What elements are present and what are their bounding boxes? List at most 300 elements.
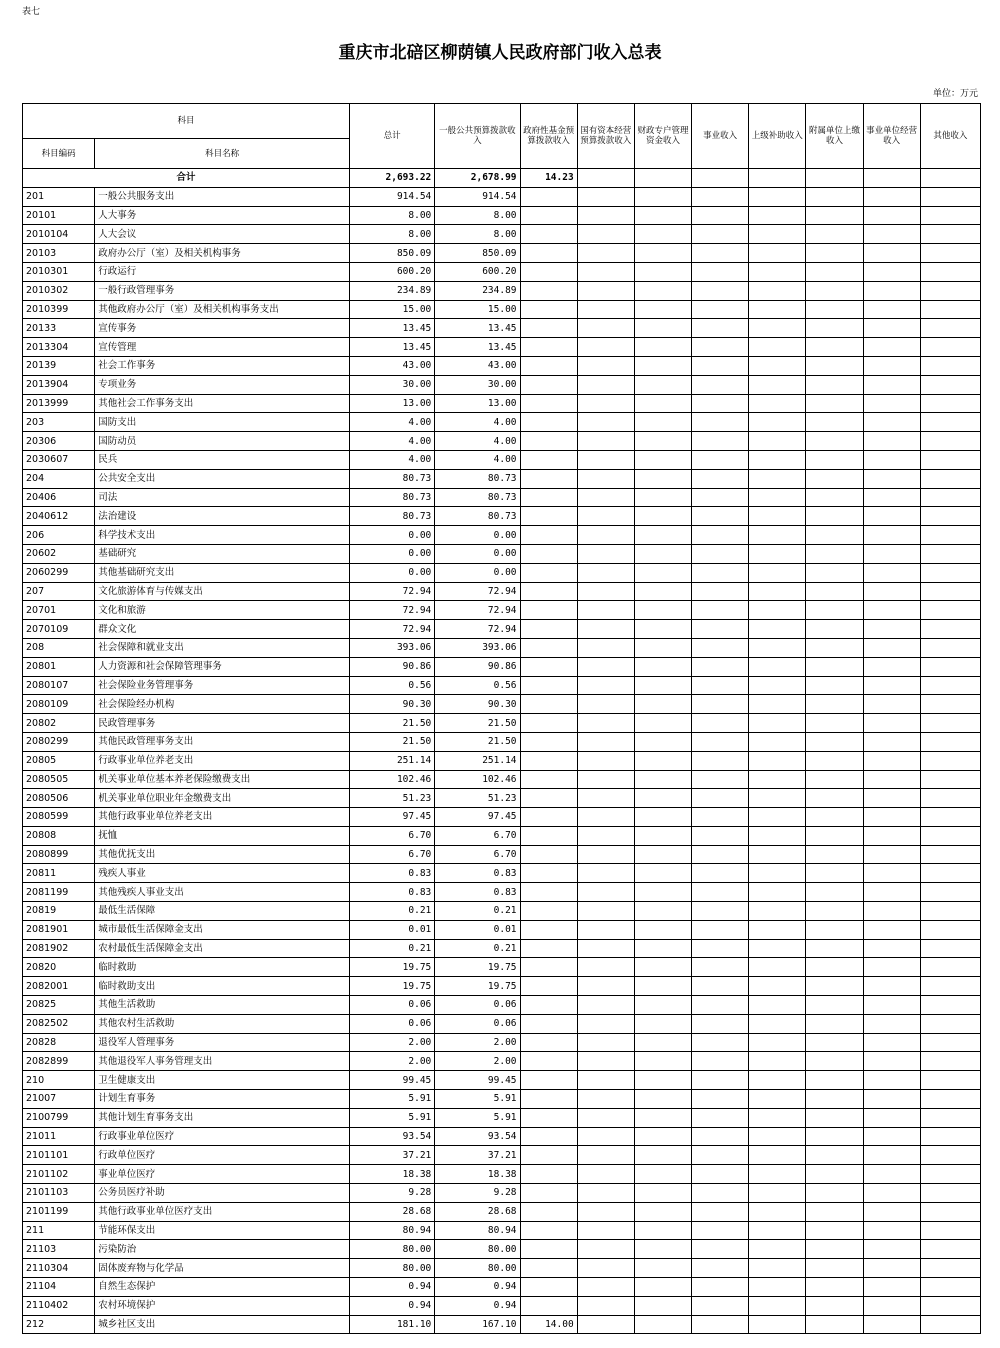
empty-cell <box>863 469 920 488</box>
general-budget-value: 30.00 <box>435 375 520 394</box>
empty-cell <box>863 714 920 733</box>
empty-cell <box>863 657 920 676</box>
empty-cell <box>577 789 634 808</box>
gov-fund-value <box>520 582 577 601</box>
empty-cell <box>863 1165 920 1184</box>
empty-cell <box>692 1127 749 1146</box>
table-row <box>23 1014 981 1033</box>
subject-code: 2100799 <box>23 1108 95 1127</box>
empty-cell <box>806 714 863 733</box>
empty-cell <box>634 845 691 864</box>
empty-cell <box>749 601 806 620</box>
subject-name: 文化旅游体育与传媒支出 <box>95 582 350 601</box>
gov-fund-value <box>520 751 577 770</box>
empty-cell <box>863 695 920 714</box>
header-subject-code: 科目编码 <box>23 139 95 169</box>
subject-code: 20825 <box>23 996 95 1015</box>
table-row <box>23 225 981 244</box>
empty-cell <box>692 751 749 770</box>
empty-cell <box>806 526 863 545</box>
empty-cell <box>920 902 980 921</box>
empty-cell <box>634 714 691 733</box>
subject-name: 科学技术支出 <box>95 526 350 545</box>
empty-cell <box>577 244 634 263</box>
empty-cell <box>806 225 863 244</box>
subject-code: 2013304 <box>23 338 95 357</box>
empty-cell <box>692 413 749 432</box>
empty-cell <box>634 1090 691 1109</box>
empty-cell <box>692 244 749 263</box>
empty-cell <box>920 638 980 657</box>
gov-fund-value <box>520 864 577 883</box>
empty-cell <box>863 751 920 770</box>
empty-cell <box>806 206 863 225</box>
empty-cell <box>577 1259 634 1278</box>
empty-cell <box>577 319 634 338</box>
empty-cell <box>920 1108 980 1127</box>
general-budget-value: 0.21 <box>435 902 520 921</box>
subject-code: 2110402 <box>23 1296 95 1315</box>
subject-name: 行政运行 <box>95 262 350 281</box>
subject-name: 其他社会工作事务支出 <box>95 394 350 413</box>
total-value: 72.94 <box>350 620 435 639</box>
empty-cell <box>692 1202 749 1221</box>
empty-cell <box>806 300 863 319</box>
total-value: 4.00 <box>350 413 435 432</box>
empty-cell <box>692 187 749 206</box>
empty-cell <box>920 958 980 977</box>
empty-cell <box>863 1278 920 1297</box>
subject-code: 20306 <box>23 432 95 451</box>
empty-cell <box>577 225 634 244</box>
total-value: 9.28 <box>350 1184 435 1203</box>
empty-cell <box>920 338 980 357</box>
gov-fund-value <box>520 488 577 507</box>
empty-cell <box>749 206 806 225</box>
subject-code: 210 <box>23 1071 95 1090</box>
general-budget-value: 72.94 <box>435 601 520 620</box>
empty-cell <box>749 1240 806 1259</box>
empty-cell <box>634 469 691 488</box>
empty-cell <box>920 695 980 714</box>
total-value: 914.54 <box>350 187 435 206</box>
subject-code: 2081901 <box>23 920 95 939</box>
empty-cell <box>749 281 806 300</box>
gov-fund-value <box>520 450 577 469</box>
general-budget-value: 0.83 <box>435 864 520 883</box>
table-row <box>23 902 981 921</box>
general-budget-value: 0.56 <box>435 676 520 695</box>
total-value: 21.50 <box>350 732 435 751</box>
general-budget-value: 99.45 <box>435 1071 520 1090</box>
empty-cell <box>863 902 920 921</box>
empty-cell <box>692 638 749 657</box>
empty-cell <box>749 187 806 206</box>
empty-cell <box>920 1202 980 1221</box>
empty-cell <box>749 300 806 319</box>
general-budget-value: 914.54 <box>435 187 520 206</box>
subject-code: 20805 <box>23 751 95 770</box>
total-value: 181.10 <box>350 1315 435 1334</box>
general-budget-value: 0.06 <box>435 996 520 1015</box>
empty-cell <box>920 732 980 751</box>
empty-cell <box>749 732 806 751</box>
empty-cell <box>749 1184 806 1203</box>
empty-cell <box>749 845 806 864</box>
empty-cell <box>692 1052 749 1071</box>
empty-cell <box>577 1090 634 1109</box>
empty-cell <box>577 1278 634 1297</box>
table-row <box>23 714 981 733</box>
gov-fund-value <box>520 808 577 827</box>
empty-cell <box>806 244 863 263</box>
empty-cell <box>920 488 980 507</box>
subject-name: 临时救助支出 <box>95 977 350 996</box>
empty-cell <box>749 582 806 601</box>
gov-fund-value <box>520 996 577 1015</box>
gov-fund-value <box>520 826 577 845</box>
empty-cell <box>692 920 749 939</box>
empty-cell <box>577 187 634 206</box>
empty-cell <box>749 488 806 507</box>
subject-name: 人大会议 <box>95 225 350 244</box>
empty-cell <box>692 1240 749 1259</box>
empty-cell <box>577 958 634 977</box>
table-row <box>23 920 981 939</box>
table-row <box>23 526 981 545</box>
total-value: 2.00 <box>350 1033 435 1052</box>
empty-cell <box>749 1278 806 1297</box>
empty-cell <box>634 1184 691 1203</box>
empty-cell <box>920 206 980 225</box>
empty-cell <box>749 1033 806 1052</box>
empty-cell <box>863 920 920 939</box>
total-value: 102.46 <box>350 770 435 789</box>
subject-code: 20819 <box>23 902 95 921</box>
gov-fund-value <box>520 544 577 563</box>
empty-cell <box>863 1240 920 1259</box>
empty-cell <box>577 1052 634 1071</box>
general-budget-value: 8.00 <box>435 206 520 225</box>
table-row <box>23 432 981 451</box>
empty-cell <box>806 1014 863 1033</box>
subject-code: 2010302 <box>23 281 95 300</box>
empty-cell <box>806 262 863 281</box>
total-value: 30.00 <box>350 375 435 394</box>
subject-name: 农村环境保护 <box>95 1296 350 1315</box>
empty-cell <box>920 394 980 413</box>
subject-code: 203 <box>23 413 95 432</box>
empty-cell <box>806 187 863 206</box>
empty-cell <box>634 488 691 507</box>
empty-cell <box>749 432 806 451</box>
empty-cell <box>749 1202 806 1221</box>
total-value: 0.83 <box>350 883 435 902</box>
empty-cell <box>863 262 920 281</box>
empty-cell <box>920 450 980 469</box>
table-row <box>23 1240 981 1259</box>
gov-fund-value <box>520 1108 577 1127</box>
empty-cell <box>749 808 806 827</box>
empty-cell <box>692 1184 749 1203</box>
header-total: 总计 <box>350 104 435 169</box>
subject-code: 2060299 <box>23 563 95 582</box>
gov-fund-value <box>520 714 577 733</box>
table-row <box>23 1165 981 1184</box>
subject-name: 计划生育事务 <box>95 1090 350 1109</box>
header-subject-name: 科目名称 <box>95 139 350 169</box>
empty-cell <box>863 300 920 319</box>
table-row <box>23 1127 981 1146</box>
table-row <box>23 187 981 206</box>
subject-name: 宣传事务 <box>95 319 350 338</box>
total-value: 80.00 <box>350 1259 435 1278</box>
empty-cell <box>863 770 920 789</box>
empty-cell <box>806 1108 863 1127</box>
table-number: 表七 <box>22 7 41 17</box>
general-budget-value: 6.70 <box>435 845 520 864</box>
empty-cell <box>634 808 691 827</box>
empty-cell <box>692 1090 749 1109</box>
empty-cell <box>749 1108 806 1127</box>
subject-code: 20828 <box>23 1033 95 1052</box>
general-budget-value: 80.73 <box>435 507 520 526</box>
subject-code: 2101101 <box>23 1146 95 1165</box>
general-budget-value: 4.00 <box>435 432 520 451</box>
empty-cell <box>920 1014 980 1033</box>
empty-cell <box>634 902 691 921</box>
empty-cell <box>577 845 634 864</box>
total-value: 80.94 <box>350 1221 435 1240</box>
empty-cell <box>863 507 920 526</box>
empty-cell <box>806 1165 863 1184</box>
gov-fund-value <box>520 319 577 338</box>
empty-cell <box>863 1033 920 1052</box>
empty-cell <box>749 244 806 263</box>
subject-name: 群众文化 <box>95 620 350 639</box>
empty-cell <box>749 507 806 526</box>
total-value: 90.86 <box>350 657 435 676</box>
empty-cell <box>863 319 920 338</box>
empty-cell <box>749 544 806 563</box>
total-sum: 2,693.22 <box>350 169 435 188</box>
total-value: 2.00 <box>350 1052 435 1071</box>
empty-cell <box>863 281 920 300</box>
empty-cell <box>749 563 806 582</box>
empty-cell <box>920 770 980 789</box>
empty-cell <box>634 281 691 300</box>
empty-cell <box>749 319 806 338</box>
empty-cell <box>806 450 863 469</box>
empty-cell <box>692 262 749 281</box>
empty-cell <box>806 375 863 394</box>
empty-cell <box>577 826 634 845</box>
subject-name: 一般行政管理事务 <box>95 281 350 300</box>
general-budget-value: 72.94 <box>435 620 520 639</box>
table-row <box>23 319 981 338</box>
subject-code: 20139 <box>23 356 95 375</box>
table-row <box>23 638 981 657</box>
total-value: 251.14 <box>350 751 435 770</box>
empty-cell <box>920 808 980 827</box>
subject-name: 城乡社区支出 <box>95 1315 350 1334</box>
empty-cell <box>749 356 806 375</box>
table-row <box>23 300 981 319</box>
empty-cell <box>692 732 749 751</box>
empty-cell <box>692 469 749 488</box>
subject-code: 20701 <box>23 601 95 620</box>
empty-cell <box>920 714 980 733</box>
empty-cell <box>634 1240 691 1259</box>
empty-cell <box>634 1127 691 1146</box>
table-row <box>23 1108 981 1127</box>
empty-cell <box>577 413 634 432</box>
empty-cell <box>634 1165 691 1184</box>
empty-cell <box>806 638 863 657</box>
gov-fund-value <box>520 1296 577 1315</box>
subject-name: 其他行政事业单位医疗支出 <box>95 1202 350 1221</box>
general-budget-value: 90.30 <box>435 695 520 714</box>
empty-cell <box>577 1315 634 1334</box>
general-budget-value: 19.75 <box>435 958 520 977</box>
general-budget-value: 0.94 <box>435 1296 520 1315</box>
empty-cell <box>863 582 920 601</box>
general-budget-value: 234.89 <box>435 281 520 300</box>
empty-cell <box>634 394 691 413</box>
total-value: 51.23 <box>350 789 435 808</box>
empty-cell <box>692 206 749 225</box>
general-budget-value: 80.73 <box>435 488 520 507</box>
empty-cell <box>749 1090 806 1109</box>
table-row <box>23 469 981 488</box>
subject-code: 20808 <box>23 826 95 845</box>
general-budget-value: 19.75 <box>435 977 520 996</box>
total-value: 80.00 <box>350 1240 435 1259</box>
empty-cell <box>634 996 691 1015</box>
gov-fund-value <box>520 394 577 413</box>
total-value: 80.73 <box>350 469 435 488</box>
table-row <box>23 601 981 620</box>
table-row <box>23 206 981 225</box>
empty-cell <box>863 1146 920 1165</box>
empty-cell <box>634 883 691 902</box>
total-label: 合计 <box>23 169 350 188</box>
empty-cell <box>806 845 863 864</box>
gov-fund-value <box>520 657 577 676</box>
empty-cell <box>634 958 691 977</box>
subject-code: 2013904 <box>23 375 95 394</box>
empty-cell <box>749 958 806 977</box>
subject-code: 20101 <box>23 206 95 225</box>
empty-cell <box>692 375 749 394</box>
empty-cell <box>806 996 863 1015</box>
empty-cell <box>806 469 863 488</box>
empty-cell <box>920 1184 980 1203</box>
empty-cell <box>749 469 806 488</box>
gov-fund-value <box>520 1165 577 1184</box>
empty-cell <box>806 1184 863 1203</box>
total-value: 0.06 <box>350 996 435 1015</box>
subject-name: 其他残疾人事业支出 <box>95 883 350 902</box>
total-value: 13.45 <box>350 319 435 338</box>
empty-cell <box>634 638 691 657</box>
subject-name: 其他基础研究支出 <box>95 563 350 582</box>
subject-name: 基础研究 <box>95 544 350 563</box>
empty-cell <box>577 1296 634 1315</box>
subject-name: 节能环保支出 <box>95 1221 350 1240</box>
empty-cell <box>577 563 634 582</box>
subject-code: 2080505 <box>23 770 95 789</box>
gov-fund-value <box>520 281 577 300</box>
empty-cell <box>692 826 749 845</box>
subject-code: 20133 <box>23 319 95 338</box>
empty-cell <box>577 1184 634 1203</box>
empty-cell <box>806 432 863 451</box>
empty-cell <box>863 1108 920 1127</box>
empty-cell <box>634 338 691 357</box>
general-budget-value: 51.23 <box>435 789 520 808</box>
empty-cell <box>634 1108 691 1127</box>
empty-cell <box>749 864 806 883</box>
subject-name: 国防动员 <box>95 432 350 451</box>
empty-cell <box>749 375 806 394</box>
header-subject: 科目 <box>23 104 350 139</box>
table-row <box>23 281 981 300</box>
empty-cell <box>920 676 980 695</box>
empty-cell <box>806 958 863 977</box>
empty-cell <box>692 1014 749 1033</box>
empty-cell <box>634 920 691 939</box>
subject-name: 农村最低生活保障金支出 <box>95 939 350 958</box>
empty-cell <box>577 375 634 394</box>
empty-cell <box>806 1315 863 1334</box>
empty-cell <box>634 544 691 563</box>
table-row <box>23 1259 981 1278</box>
empty-cell <box>806 488 863 507</box>
empty-cell <box>863 826 920 845</box>
empty-cell <box>863 1184 920 1203</box>
empty-cell <box>863 394 920 413</box>
general-budget-value: 0.21 <box>435 939 520 958</box>
gov-fund-value <box>520 225 577 244</box>
empty-cell <box>920 413 980 432</box>
empty-cell <box>806 319 863 338</box>
header-general-budget: 一般公共预算拨款收入 <box>435 104 520 169</box>
empty-cell <box>749 826 806 845</box>
empty-cell <box>692 1146 749 1165</box>
subject-name: 民兵 <box>95 450 350 469</box>
empty-cell <box>863 1090 920 1109</box>
empty-cell <box>692 319 749 338</box>
subject-code: 21007 <box>23 1090 95 1109</box>
empty-cell <box>920 582 980 601</box>
subject-code: 21104 <box>23 1278 95 1297</box>
empty-cell <box>863 676 920 695</box>
gov-fund-value <box>520 244 577 263</box>
empty-cell <box>749 1146 806 1165</box>
empty-cell <box>863 977 920 996</box>
gov-fund-value <box>520 338 577 357</box>
table-row <box>23 751 981 770</box>
total-value: 850.09 <box>350 244 435 263</box>
empty-cell <box>634 977 691 996</box>
empty-cell <box>749 695 806 714</box>
general-budget-value: 0.06 <box>435 1014 520 1033</box>
empty-cell <box>920 789 980 808</box>
empty-cell <box>577 864 634 883</box>
empty-cell <box>806 902 863 921</box>
table-row <box>23 544 981 563</box>
